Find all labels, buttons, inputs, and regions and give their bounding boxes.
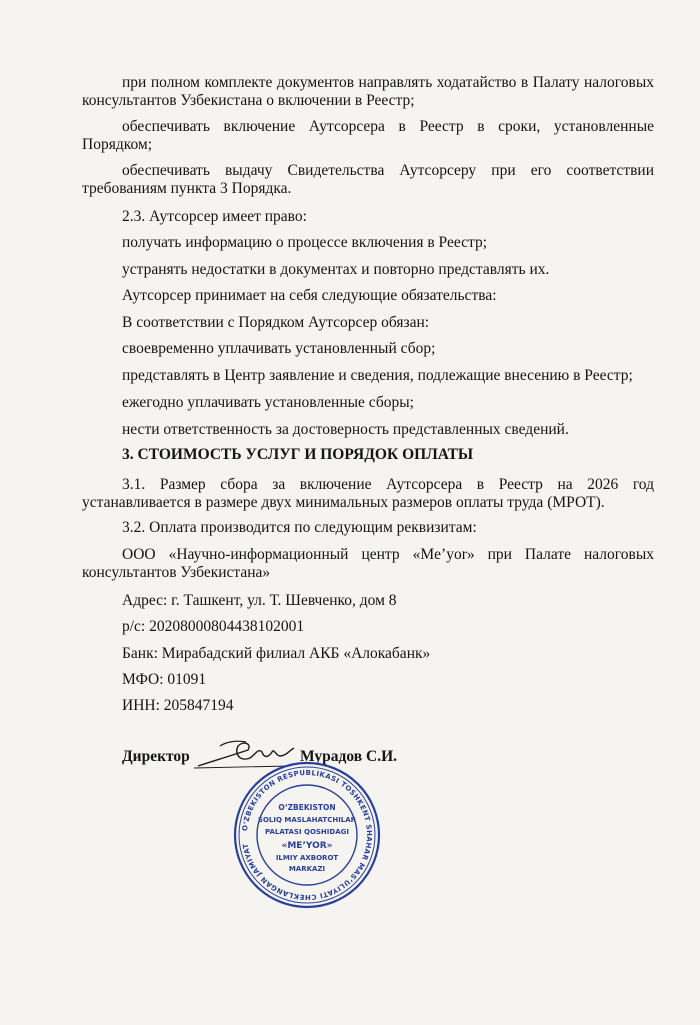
organization-seal — [232, 760, 382, 910]
signatory-title: Директор — [122, 748, 190, 765]
payee-account: р/с: 20208000804438102001 — [122, 618, 305, 635]
svg-text:ILMIY AXBOROT: ILMIY AXBOROT — [275, 854, 339, 862]
svg-text:«ME’YOR»: «ME’YOR» — [281, 841, 333, 851]
svg-text:O‘ZBEKISTON RESPUBLIKASI TOSHK: O‘ZBEKISTON RESPUBLIKASI TOSHKENT SHAHAR MAS’ULIYATI CHEKLANGAN JAMIYAT — [241, 768, 374, 902]
paragraph-4: 2.3. Аутсорсер имеет право: — [122, 208, 307, 225]
section-3-2: 3.2. Оплата производится по следующим реквизитам: — [122, 519, 477, 536]
svg-text:PALATASI QOSHIDAGI: PALATASI QOSHIDAGI — [265, 828, 349, 836]
svg-text:MARKAZI: MARKAZI — [288, 865, 326, 873]
paragraph-7: Аутсорсер принимает на себя следующие обязательства: — [122, 287, 497, 304]
paragraph-10: представлять в Центр заявление и сведения, подлежащие внесению в Реестр; — [122, 367, 633, 384]
paragraph-5: получать информацию о процессе включения в Реестр; — [122, 234, 488, 251]
svg-text:O‘ZBEKISTON: O‘ZBEKISTON — [278, 803, 336, 812]
paragraph-6: устранять недостатки в документах и повторно представлять их. — [122, 261, 550, 278]
section-heading: 3. СТОИМОСТЬ УСЛУГ И ПОРЯДОК ОПЛАТЫ — [122, 446, 474, 463]
paragraph-2: обеспечивать включение Аутсорсера в Реестр в сроки, установленные Порядком; — [82, 118, 654, 153]
svg-text:SOLIQ MASLAHATCHILAR: SOLIQ MASLAHATCHILAR — [257, 816, 357, 824]
section-3-1: 3.1. Размер сбора за включение Аутсорсера в Реестр на 2026 год устанавливается в размере двух минимальных размеров оплаты труда (МРОТ). — [82, 476, 654, 511]
payee-organization: ООО «Научно-информационный центр «Me’yor» при Палате налоговых консультантов Узбекистана» — [82, 546, 654, 581]
signatory-name: Мурадов С.И. — [300, 748, 397, 765]
payee-address: Адрес: г. Ташкент, ул. Т. Шевченко, дом 8 — [122, 592, 397, 609]
payee-mfo: МФО: 01091 — [122, 671, 207, 688]
paragraph-9: своевременно уплачивать установленный сбор; — [122, 340, 436, 357]
paragraph-11: ежегодно уплачивать установленные сборы; — [122, 394, 414, 411]
paragraph-12: нести ответственность за достоверность представленных сведений. — [122, 421, 569, 438]
paragraph-8: В соответствии с Порядком Аутсорсер обязан: — [122, 314, 430, 331]
payee-inn: ИНН: 205847194 — [122, 697, 234, 714]
payee-bank: Банк: Мирабадский филиал АКБ «Алокабанк» — [122, 645, 431, 662]
paragraph-3: обеспечивать выдачу Свидетельства Аутсорсеру при его соответствии требованиям пункта 3 Порядка. — [82, 162, 654, 197]
paragraph-1: при полном комплекте документов направлять ходатайство в Палату налоговых консультантов Узбекистана о включении в Реестр; — [82, 74, 654, 109]
